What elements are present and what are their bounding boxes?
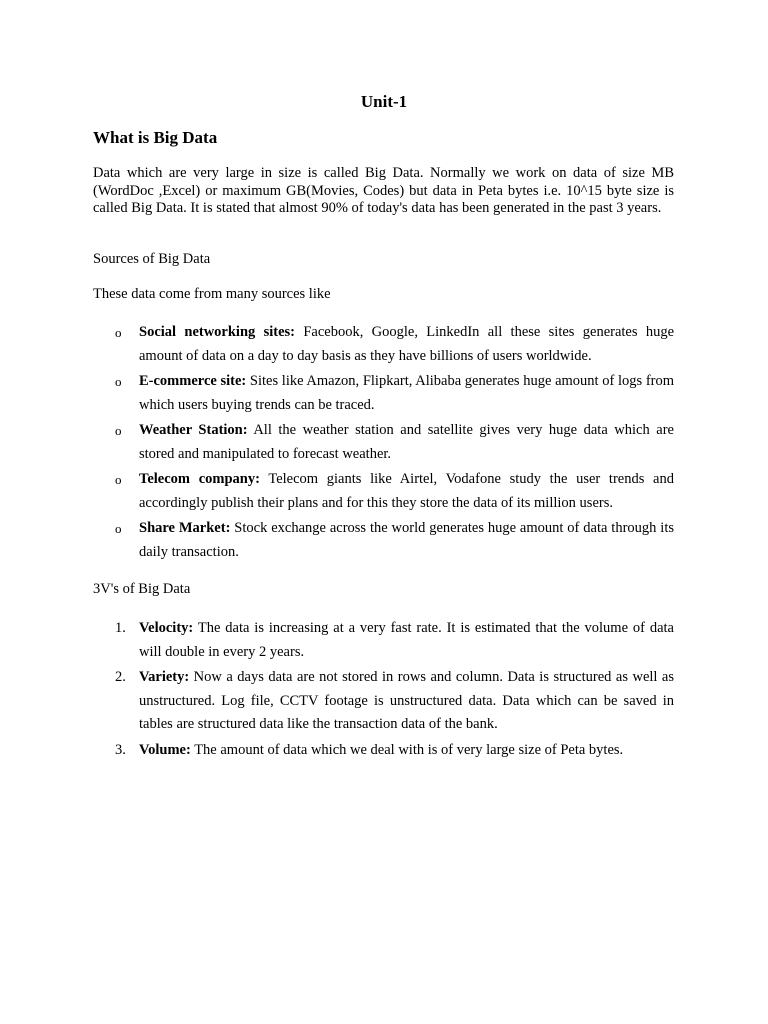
source-term: Social networking sites: — [139, 324, 295, 340]
bullet-marker: o — [115, 374, 122, 389]
source-item — [93, 468, 674, 515]
intro-paragraph: Data which are very large in size is called Big Data. Normally we work on data of size MB (WordDoc ,Excel) or maximum GB(Movies, Codes) but data in Peta bytes i.e. 10^15 byte size is called Big Data. It is stated that almost 90% of today's data has been generated in the past 3 years. — [93, 165, 674, 216]
source-text: Stock exchange across the world generates huge amount of data through its daily transaction. — [139, 520, 674, 560]
bullet-marker: o — [115, 521, 122, 536]
source-text: Sites like Amazon, Flipkart, Alibaba generates huge amount of logs from which users buying trends can be traced. — [139, 373, 674, 413]
threev-term: Velocity: — [139, 620, 194, 636]
threev-item — [93, 617, 674, 664]
bullet-marker: o — [115, 472, 122, 487]
threev-heading: 3V's of Big Data — [93, 581, 191, 597]
bullet-marker: o — [115, 325, 122, 340]
source-item — [93, 321, 674, 368]
list-number: 2. — [115, 669, 126, 685]
source-text: Facebook, Google, LinkedIn all these sites generates huge amount of data on a day to day basis as they have billions of users worldwide. — [139, 324, 675, 364]
source-text: Telecom giants like Airtel, Vodafone study the user trends and accordingly publish their plans and for this they store the data of its million users. — [139, 471, 674, 511]
source-item — [93, 419, 674, 466]
source-term: Weather Station: — [139, 422, 248, 438]
source-term: Telecom company: — [139, 471, 260, 487]
sources-intro: These data come from many sources like — [93, 286, 331, 302]
source-item — [93, 370, 674, 417]
threev-text: Now a days data are not stored in rows and column. Data is structured as well as unstructured. Log file, CCTV footage is unstructured data. Data which can be saved in tables are structured data like the transaction data of the bank. — [139, 669, 674, 732]
sources-heading: Sources of Big Data — [93, 251, 211, 267]
threev-list — [93, 617, 674, 764]
source-term: E-commerce site: — [139, 373, 247, 389]
section-heading: What is Big Data — [93, 128, 218, 147]
source-text: All the weather station and satellite gives very huge data which are stored and manipulated to forecast weather. — [139, 422, 674, 462]
threev-item — [93, 739, 674, 763]
bullet-marker: o — [115, 423, 122, 438]
unit-title: Unit-1 — [360, 92, 408, 111]
threev-text: The amount of data which we deal with is of very large size of Peta bytes. — [190, 741, 624, 758]
list-number: 1. — [115, 620, 126, 636]
threev-term: Volume: — [139, 741, 191, 758]
source-term: Share Market: — [139, 520, 231, 536]
threev-item — [93, 666, 674, 737]
threev-term: Variety: — [139, 669, 190, 685]
list-number: 3. — [115, 741, 126, 758]
threev-text: The data is increasing at a very fast rate. It is estimated that the volume of data will double in every 2 years. — [139, 620, 674, 660]
source-item — [93, 517, 674, 564]
sources-list — [93, 321, 674, 566]
